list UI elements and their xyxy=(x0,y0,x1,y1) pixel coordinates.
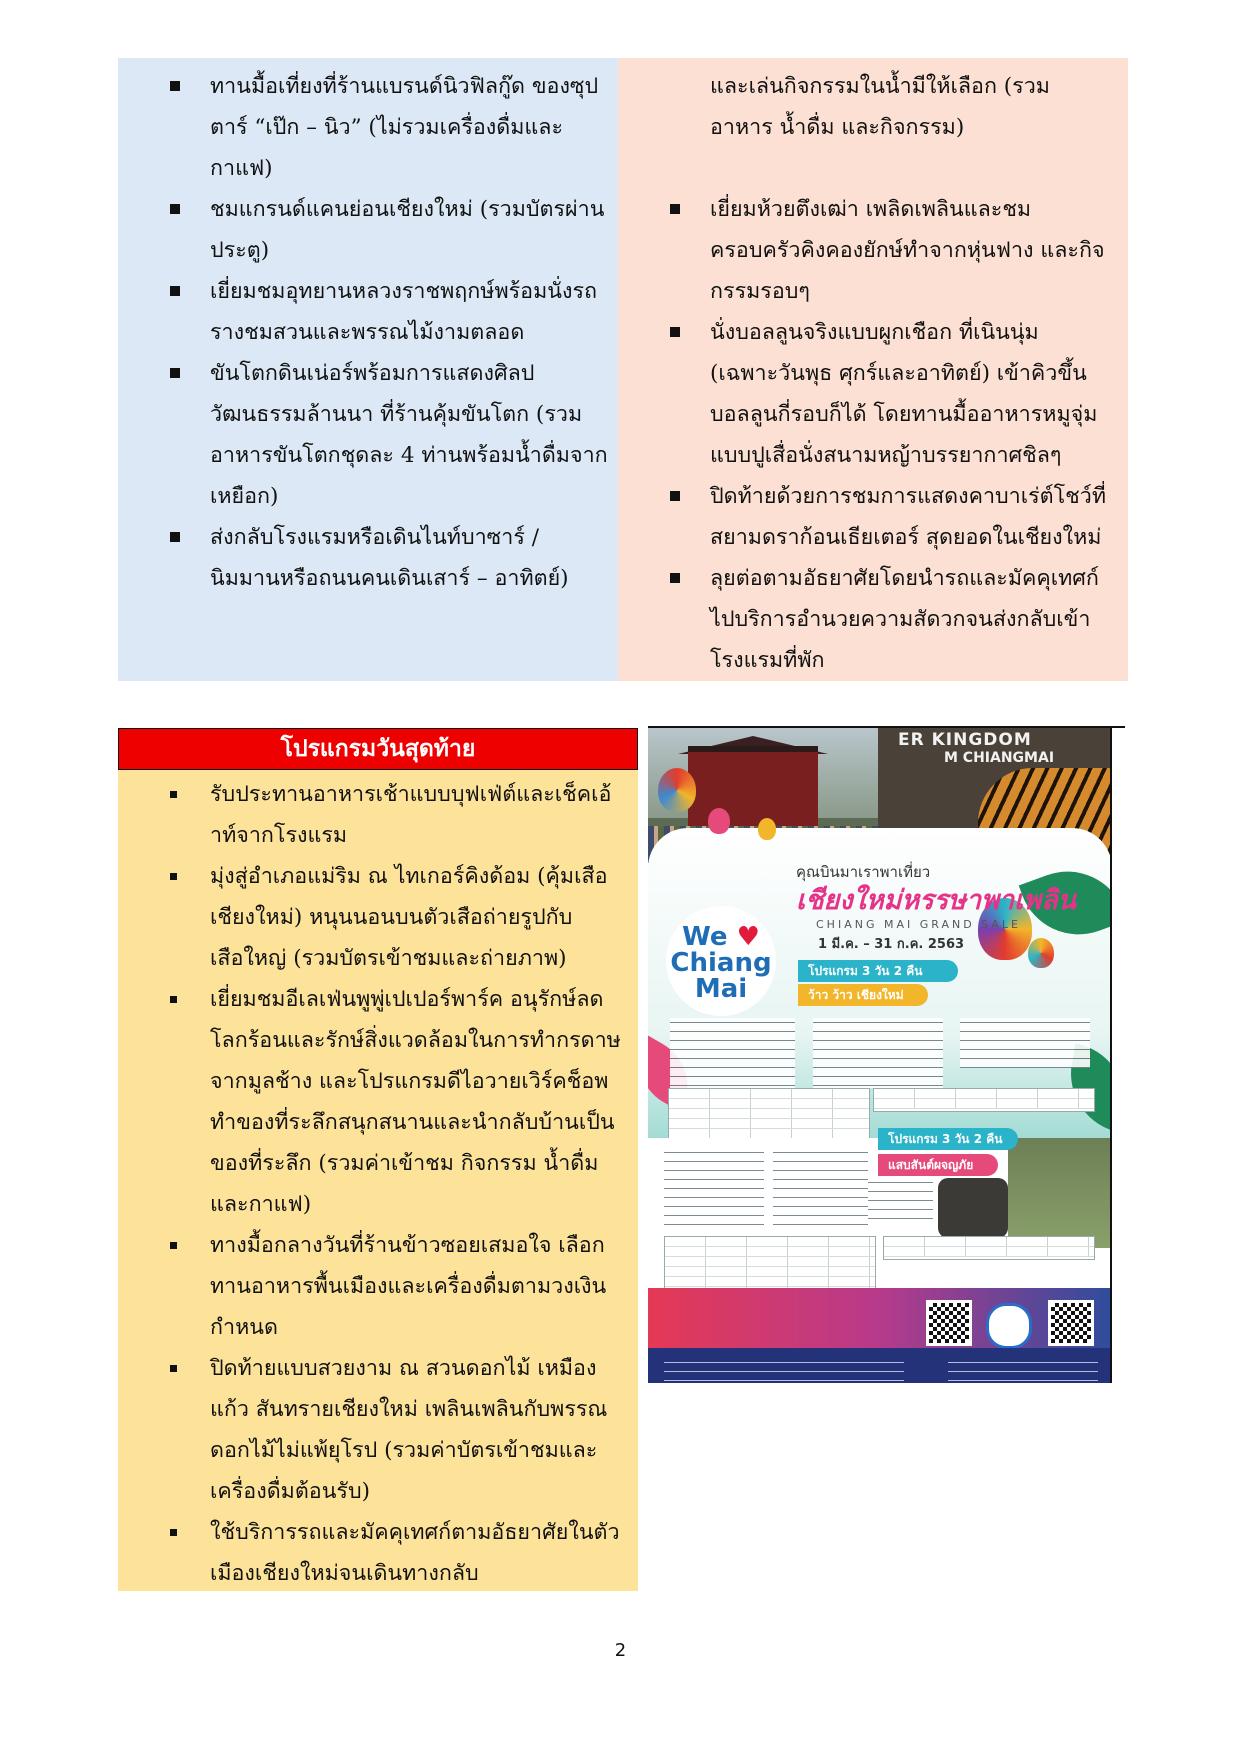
poster-price-table xyxy=(883,1236,1095,1260)
poster-itinerary-text xyxy=(670,1018,795,1088)
day-two-left-column xyxy=(118,58,618,681)
list-item-text: ลุยต่อตามอัธยาศัยโดยนำรถและมัคคุเทศก์ไปบริการอำนวยความสัดวกจนส่งกลับเข้าโรงแรมที่พัก xyxy=(710,566,1099,673)
list-item xyxy=(670,312,1112,476)
list-item xyxy=(170,517,608,599)
atv-photo xyxy=(938,1178,1008,1238)
square-bullet-icon xyxy=(170,1365,177,1372)
right-activity-list xyxy=(670,189,1112,681)
program-one-banner: โปรแกรม 3 วัน 2 คืน xyxy=(798,960,958,982)
list-item-text: มุ่งสู่อำเภอแม่ริม ณ ไทเกอร์คิงด้อม (คุ้มเสือเชียงใหม่) หนุนนอนบนตัวเสือถ่ายรูปกับเสือใหญ่ (รวมบัตรเข้าชมและถ่ายภาพ) xyxy=(210,864,608,971)
list-item xyxy=(170,271,608,353)
poster-itinerary-text xyxy=(813,1018,943,1088)
list-item-text: ทางมื้อกลางวันที่ร้านข้าวซอยเสมอใจ เลือกทานอาหารพื้นเมืองและเครื่องดื่มตามวงเงินกำหนด xyxy=(210,1233,607,1340)
square-bullet-icon xyxy=(170,368,180,378)
square-bullet-icon xyxy=(170,873,177,880)
list-item xyxy=(170,1512,626,1594)
square-bullet-icon xyxy=(670,204,680,214)
list-item-text: ปิดท้ายแบบสวยงาม ณ สวนดอกไม้ เหมืองแก้ว สันทรายเชียงใหม่ เพลินเพลินกับพรรณดอกไม้ไม่แพ้ยุโรป (รวมค่าบัตรเข้าชมและเครื่องดื่มต้อนรับ) xyxy=(210,1356,608,1504)
list-item-text: ขันโตกดินเน่อร์พร้อมการแสดงศิลปวัฒนธรรมล้านนา ที่ร้านคุ้มขันโตก (รวมอาหารขันโตกชุดละ 4 ท่านพร้อมน้ำดื่มจากเหยือก) xyxy=(210,361,608,509)
program-two-banner: โปรแกรม 3 วัน 2 คืน xyxy=(878,1128,1018,1150)
list-item-text: ปิดท้ายด้วยการชมการแสดงคาบาเร่ต์โชว์ที่สยามดราก้อนเธียเตอร์ สุดยอดในเชียงใหม่ xyxy=(710,484,1106,550)
square-bullet-icon xyxy=(170,1529,177,1536)
square-bullet-icon xyxy=(670,327,680,337)
square-bullet-icon xyxy=(670,573,680,583)
list-item xyxy=(670,558,1112,681)
list-item xyxy=(670,189,1112,312)
list-item xyxy=(170,1348,626,1512)
kingdom-sign-text: ER KINGDOM xyxy=(898,730,1032,750)
list-item-text: ใช้บริการรถและมัคคุเทศก์ตามอัธยาศัยในตัวเมืองเชียงใหม่จนเดินทางกลับ xyxy=(210,1520,620,1586)
square-bullet-icon xyxy=(170,286,180,296)
list-item xyxy=(170,1225,626,1348)
poster-lower-section xyxy=(648,1132,1112,1383)
list-item-text: ชมแกรนด์แคนย่อนเชียงใหม่ (รวมบัตรผ่านประตู) xyxy=(210,197,605,263)
square-bullet-icon xyxy=(670,491,680,501)
qr-code-icon xyxy=(1048,1300,1094,1346)
hot-air-balloon-icon xyxy=(708,808,730,834)
square-bullet-icon xyxy=(170,996,177,1003)
zipline-photo xyxy=(1008,1138,1112,1248)
poster-date: 1 มี.ค. – 31 ก.ค. 2563 xyxy=(818,937,965,952)
square-bullet-icon xyxy=(170,81,180,91)
program-two-subtitle: แสบสันต์ผจญภัย xyxy=(878,1154,998,1176)
heart-icon: ♥ xyxy=(736,922,760,952)
chiangmai-sign-text: M CHIANGMAI xyxy=(944,750,1055,766)
poster-itinerary-text xyxy=(773,1148,868,1228)
hot-air-balloon-icon xyxy=(1028,938,1054,968)
poster-tagline: คุณบินมาเราพาเที่ยว xyxy=(796,863,931,881)
page-number: 2 xyxy=(614,1640,627,1661)
list-item-text: นั่งบอลลูนจริงแบบผูกเชือก ที่เนินนุ่ม (เฉพาะวันพุธ ศุกร์และอาทิตย์) เข้าคิวขึ้นบอลลูนกี่รอบก็ได้ โดยทานมื้ออาหารหมูจุ่มแบบปูเสื่อนั่งสนามหญ้าบรรยากาศชิลๆ xyxy=(710,320,1098,468)
left-activity-list xyxy=(170,66,608,599)
poster-itinerary-text xyxy=(868,1178,933,1223)
list-item-text: เยี่ยมชมอุทยานหลวงราชพฤกษ์พร้อมนั่งรถรางชมสวนและพรรณไม้งามตลอด xyxy=(210,279,598,345)
list-item xyxy=(170,856,626,979)
program-one-subtitle: ว้าว ว้าว เชียงใหม่ xyxy=(798,984,928,1006)
list-item-text: รับประทานอาหารเช้าแบบบุฟเฟ่ต์และเช็คเอ้าท์จากโรงแรม xyxy=(210,782,612,848)
logo-chiang: Chiang xyxy=(670,948,772,978)
promo-poster xyxy=(648,728,1112,1383)
poster-footer-text xyxy=(664,1358,904,1383)
poster-itinerary-text xyxy=(960,1018,1090,1068)
list-item xyxy=(170,353,608,517)
list-item xyxy=(170,979,626,1225)
we-chiang-mai-logo xyxy=(666,906,776,1016)
list-item xyxy=(670,476,1112,558)
last-day-activity-list xyxy=(170,774,626,1594)
poster-contact-text xyxy=(948,1358,1098,1383)
last-day-title: โปรแกรมวันสุดท้าย xyxy=(118,728,638,770)
list-item-text: เยี่ยมชมอีเลเฟ่นพูพู่เปเปอร์พาร์ค อนุรักษ์ลดโลกร้อนและรักษ์สิ่งแวดล้อมในการทำกรดาษจากมูลช้าง และโปรแกรมดีไอวายเวิร์คช็อพทำของที่ระลึกสนุกสนานและนำกลับบ้านเป็นของที่ระลึก (รวมค่าเข้าชม กิจกรรม น้ำดื่มและกาแฟ) xyxy=(210,987,621,1217)
list-item-text: ทานมื้อเที่ยงที่ร้านแบรนด์นิวฟิลกู๊ด ของซุปตาร์ “เป๊ก – นิว” (ไม่รวมเครื่องดื่มและกาแฟ) xyxy=(210,74,599,181)
agency-globe-logo xyxy=(986,1303,1032,1349)
poster-itinerary-text xyxy=(664,1148,764,1228)
square-bullet-icon xyxy=(170,532,180,542)
day-two-right-column xyxy=(618,58,1128,681)
poster-sale: CHIANG MAI GRAND SALE xyxy=(816,918,1021,931)
poster-price-table xyxy=(873,1088,1095,1112)
continued-text: และเล่นกิจกรรมในน้ำมีให้เลือก (รวมอาหาร น้ำดื่ม และกิจกรรม) xyxy=(710,74,1050,140)
hot-air-balloon-icon xyxy=(758,818,776,840)
qr-code-icon xyxy=(926,1300,972,1346)
list-item-text: เยี่ยมห้วยตึงเฒ่า เพลิดเพลินและชมครอบครัวคิงคองยักษ์ทำจากหุ่นฟาง และกิจกรรมรอบๆ xyxy=(710,197,1105,304)
list-item xyxy=(170,774,626,856)
logo-we: We xyxy=(682,922,728,952)
list-item xyxy=(170,189,608,271)
list-item-text: ส่งกลับโรงแรมหรือเดินไนท์บาซาร์ / นิมมานหรือถนนคนเดินเสาร์ – อาทิตย์) xyxy=(210,525,569,591)
hot-air-balloon-icon xyxy=(658,768,696,812)
poster-title: เชียงใหม่หรรษาพาเพลิน xyxy=(796,885,1077,916)
logo-mai: Mai xyxy=(694,974,748,1004)
list-item xyxy=(170,66,608,189)
last-day-program xyxy=(118,728,638,1591)
square-bullet-icon xyxy=(170,1242,177,1249)
square-bullet-icon xyxy=(170,204,180,214)
square-bullet-icon xyxy=(170,791,177,798)
